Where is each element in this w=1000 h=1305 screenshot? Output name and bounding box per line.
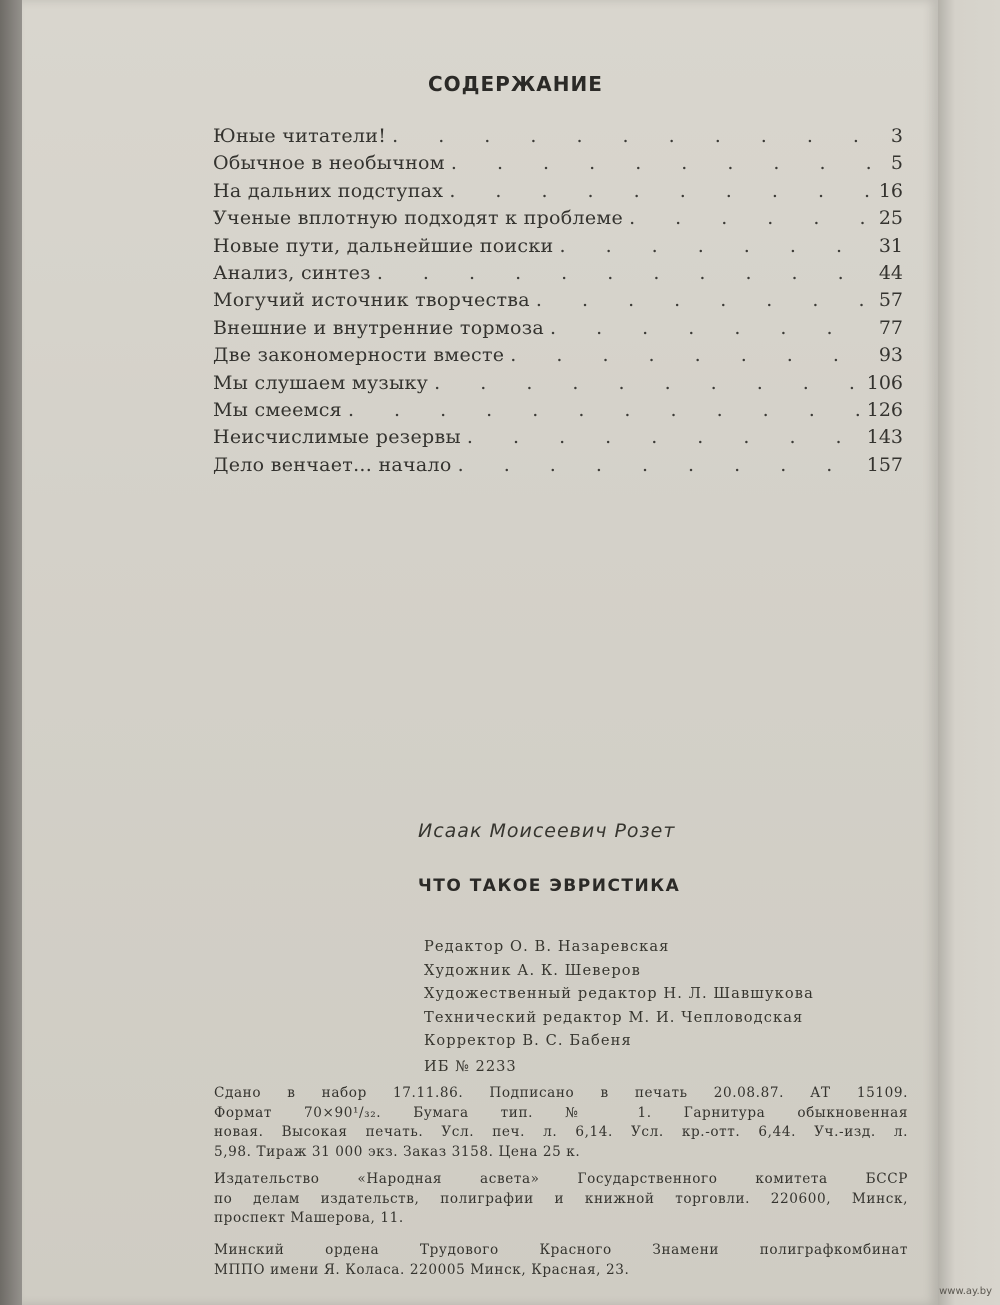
printer-line: МППО имени Я. Коласа. 220005 Минск, Красная, 23. <box>214 1261 630 1278</box>
toc-entry <box>213 180 903 207</box>
credit-line: Корректор В. С. Бабеня <box>424 1032 632 1049</box>
publisher-line: по делам издательств, полиграфии и книжной торговли. 220600, Минск, <box>214 1190 908 1207</box>
toc-entry-page: 25 <box>878 207 903 230</box>
toc-leader-dots <box>392 125 877 147</box>
credit-line: Технический редактор М. И. Чепловодская <box>424 1008 804 1026</box>
toc-entry-label: Юные читатели! <box>213 125 387 147</box>
toc-entry <box>213 344 903 371</box>
toc-leader-dots <box>458 454 861 476</box>
toc-entry <box>213 262 903 289</box>
credit-line: Художник А. К. Шеверов <box>424 961 641 979</box>
toc-entry-label: Ученые вплотную подходят к проблеме <box>213 207 624 230</box>
toc-entry-label: Новые пути, дальнейшие поиски <box>213 234 554 257</box>
toc-entry-label: Мы слушаем музыку <box>213 371 429 394</box>
toc-entry-page: 5 <box>890 152 903 175</box>
toc-entry-page: 126 <box>866 398 903 421</box>
publisher-line: Издательство «Народная асвета» Государственного комитета БССР <box>214 1171 908 1187</box>
toc-entry <box>213 235 903 262</box>
author-name: Исаак Моисеевич Розет <box>418 820 676 842</box>
toc-heading: СОДЕРЖАНИЕ <box>428 72 603 96</box>
site-watermark: www.ay.by <box>939 1286 992 1297</box>
toc-entry <box>213 372 903 399</box>
ib-number: ИБ № 2233 <box>424 1058 517 1075</box>
toc-entry <box>213 426 903 453</box>
toc-leader-dots <box>559 235 872 257</box>
toc-leader-dots <box>451 152 877 174</box>
credit-line: Художественный редактор Н. Л. Шавшукова <box>424 985 814 1002</box>
toc-entry-label: Внешние и внутренние тормоза <box>213 316 545 339</box>
toc-entry <box>213 289 903 316</box>
printer-line: Минский ордена Трудового Красного Знамени полиграфкомбинат <box>214 1242 908 1258</box>
toc-leader-dots <box>536 289 873 311</box>
imprint-line: Формат 70×90¹/₃₂. Бумага тип. № 1. Гарнитура обыкновенная <box>214 1104 908 1121</box>
book-title: ЧТО ТАКОЕ ЭВРИСТИКА <box>418 876 681 896</box>
toc-entry-page: 31 <box>878 234 903 257</box>
toc-entry-page: 93 <box>878 344 903 367</box>
toc-leader-dots <box>467 426 861 448</box>
imprint-line: Сдано в набор 17.11.86. Подписано в печать 20.08.87. АТ 15109. <box>214 1085 908 1101</box>
publisher-block <box>214 1170 908 1229</box>
imprint-block <box>214 1084 908 1162</box>
toc-entry-page: 106 <box>866 371 903 394</box>
toc-entry-label: Мы смеемся <box>213 398 342 421</box>
credits-list <box>424 938 914 1056</box>
toc-entry-page: 44 <box>878 261 903 284</box>
toc-leader-dots <box>434 372 861 394</box>
toc-entry-label: Дело венчает... начало <box>213 453 452 476</box>
toc-entry-label: На дальних подступах <box>213 179 444 202</box>
toc-entry <box>213 152 903 179</box>
toc-entry-page: 3 <box>890 125 903 147</box>
toc-entry-page: 57 <box>878 289 903 312</box>
toc-entry-label: Обычное в необычном <box>213 152 445 175</box>
toc-entry <box>213 454 903 481</box>
imprint-line: новая. Высокая печать. Усл. печ. л. 6,14. Усл. кр.-отт. 6,44. Уч.-изд. л. <box>214 1124 908 1140</box>
credit-line: Редактор О. В. Назаревская <box>424 938 670 955</box>
toc-leader-dots <box>629 207 873 229</box>
toc-entry-label: Анализ, синтез <box>213 261 371 284</box>
imprint-line: 5,98. Тираж 31 000 экз. Заказ 3158. Цена 25 к. <box>214 1143 581 1160</box>
toc-entry <box>213 317 903 344</box>
table-of-contents <box>213 125 903 481</box>
toc-leader-dots <box>348 399 861 421</box>
toc-entry-page: 16 <box>878 179 903 202</box>
toc-entry-page: 77 <box>878 316 903 339</box>
toc-entry <box>213 125 903 152</box>
next-page-edge <box>936 0 1000 1305</box>
toc-entry-page: 157 <box>866 453 903 476</box>
toc-leader-dots <box>550 317 873 339</box>
toc-entry-label: Две закономерности вместе <box>213 344 505 367</box>
toc-entry <box>213 399 903 426</box>
publisher-line: проспект Машерова, 11. <box>214 1210 404 1226</box>
toc-leader-dots <box>377 262 873 284</box>
toc-entry <box>213 207 903 234</box>
toc-leader-dots <box>449 180 873 202</box>
printer-block <box>214 1241 908 1280</box>
toc-entry-label: Неисчислимые резервы <box>213 426 461 449</box>
toc-entry-page: 143 <box>866 426 903 449</box>
toc-entry-label: Могучий источник творчества <box>213 289 530 312</box>
toc-leader-dots <box>510 344 873 366</box>
